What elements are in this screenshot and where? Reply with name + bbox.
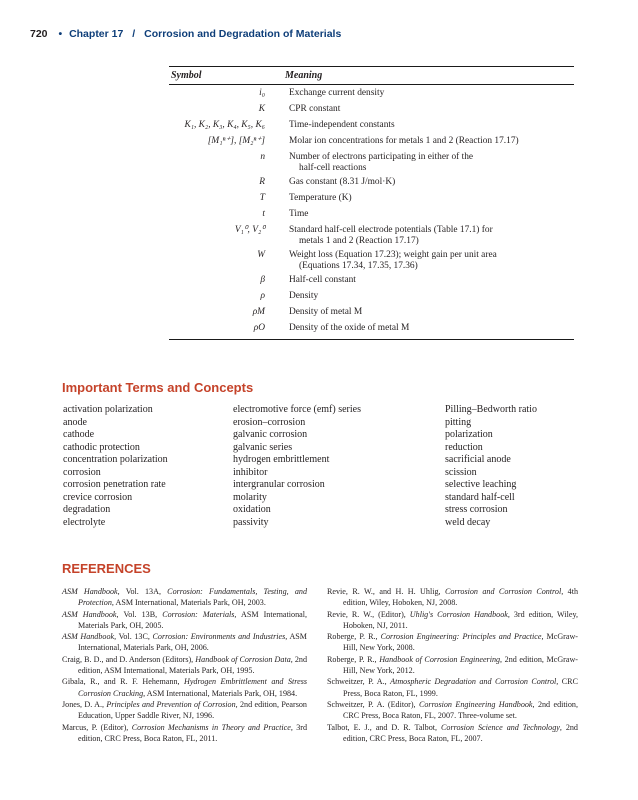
term-item: corrosion (63, 466, 101, 478)
term-item: scission (445, 466, 477, 478)
reference-entry (62, 609, 307, 632)
term-item: Pilling–Bedworth ratio (445, 404, 537, 415)
table-row (169, 174, 574, 190)
term-item: cathodic protection (63, 441, 140, 453)
references-list (62, 586, 578, 744)
symbol-cell: W (257, 250, 265, 260)
reference-entry (327, 654, 578, 677)
meaning-cell (289, 193, 574, 206)
terms-column (445, 404, 583, 529)
reference-text: , 3rd edition, CRC Press, Boca Raton, FL, 2011. (78, 722, 308, 743)
reference-title: Handbook of Corrosion Data (195, 654, 291, 664)
reference-text: Schweitzer, P. A., (327, 677, 391, 687)
reference-text: , ASM International, Materials Park, OH, 2006. (78, 632, 307, 653)
reference-entry (62, 699, 307, 722)
meaning-cell (289, 323, 574, 336)
reference-entry (62, 654, 307, 677)
meaning-line: Temperature (K) (289, 193, 352, 203)
term-item: concentration polarization (63, 454, 168, 465)
meaning-cell (289, 291, 574, 304)
symbol-cell: i₀ (259, 88, 265, 98)
term-item: erosion–corrosion (233, 416, 306, 428)
meaning-cell (289, 307, 574, 320)
meaning-column-header: Meaning (285, 70, 323, 81)
terms-heading: Important Terms and Concepts (62, 380, 254, 395)
term-item: activation polarization (63, 404, 153, 415)
term-item: crevice corrosion (63, 491, 133, 503)
term-item: polarization (445, 429, 493, 440)
reference-text: Roberge, P. R., (327, 632, 381, 642)
symbol-cell: β (260, 275, 265, 285)
reference-text: , 2nd edition, McGraw-Hill, New York, 2012. (343, 654, 578, 676)
table-row (169, 206, 574, 222)
reference-title: Corrosion Mechanisms in Theory and Practice (131, 722, 291, 732)
meaning-cell (289, 88, 574, 101)
meaning-cell (289, 120, 574, 133)
reference-entry (62, 586, 307, 609)
table-row (169, 133, 574, 149)
table-header-row (169, 67, 574, 85)
reference-text: , McGraw-Hill, New York, 2008. (343, 632, 578, 653)
reference-text: Gibala, R., and R. F. Hehemann, (62, 677, 184, 687)
table-row (169, 101, 574, 117)
reference-text: Schweitzer, P. A. (Editor), (327, 699, 419, 709)
reference-entry (327, 631, 578, 654)
reference-title: Uhlig's Corrosion Handbook (409, 609, 508, 619)
term-item: oxidation (233, 504, 271, 515)
symbol-cell: T (259, 193, 265, 203)
references-heading: REFERENCES (62, 561, 151, 576)
symbol-table (169, 66, 574, 340)
term-item: galvanic series (233, 441, 293, 453)
reference-text: Revie, R. W., (Editor), (327, 609, 410, 619)
table-bottom-rule (169, 339, 574, 340)
symbol-cell: K₁, K₂, K₃, K₄, K₅, K₆ (184, 120, 265, 130)
meaning-line: Exchange current density (289, 88, 385, 98)
terms-column (233, 404, 445, 529)
reference-entry (62, 631, 307, 654)
symbol-cell: K (258, 104, 265, 114)
meaning-line: Half-cell constant (289, 275, 356, 285)
symbol-cell: R (259, 177, 265, 187)
meaning-line: Number of electrons participating in either of the (289, 152, 474, 162)
meaning-line-continued: metals 1 and 2 (Reaction 17.17) (299, 236, 419, 246)
table-row (169, 149, 574, 174)
reference-text: , Vol. 13B, (116, 609, 163, 619)
symbol-cell: t (262, 209, 265, 219)
reference-text: Craig, B. D., and D. Anderson (Editors), (62, 654, 196, 664)
reference-title: ASM Handbook (62, 587, 118, 596)
chapter-title: Corrosion and Degradation of Materials (144, 28, 342, 40)
page-number: 720 (30, 28, 48, 40)
reference-title: Corrosion Science and Technology (441, 722, 560, 732)
reference-title: ASM Handbook (62, 632, 115, 642)
symbol-cell: ρM (252, 307, 265, 317)
terms-column (63, 404, 233, 529)
term-item: anode (63, 416, 87, 428)
reference-title: Atmospheric Degradation and Corrosion Control (390, 677, 557, 687)
terms-list (63, 404, 583, 529)
term-item: molarity (233, 491, 267, 503)
table-body (169, 85, 574, 336)
reference-text: , 4th edition, Wiley, Hoboken, NJ, 2008. (343, 587, 579, 608)
term-item: sacrificial anode (445, 454, 511, 465)
reference-title: ASM Handbook (62, 609, 117, 619)
reference-text: , Vol. 13C, (114, 632, 153, 642)
reference-text: Jones, D. A., (62, 699, 107, 709)
reference-text: Roberge, P. R., (327, 654, 380, 664)
reference-text: , ASM International, Materials Park, OH, 1984. (143, 688, 298, 698)
reference-entry (327, 609, 578, 632)
meaning-line: Time-independent constants (289, 120, 395, 130)
table-row (169, 320, 574, 336)
meaning-line: Standard half-cell electrode potentials (Table 17.1) for (289, 225, 493, 235)
reference-title: Corrosion: Environments and Industries (152, 632, 286, 642)
reference-text: Talbot, E. J., and D. R. Talbot, (327, 722, 442, 732)
reference-text: , 2nd edition, CRC Press, Boca Raton, FL, 2007. Three-volume set. (343, 699, 578, 721)
running-header (30, 28, 341, 42)
table-row (169, 272, 574, 288)
references-left-column (62, 586, 307, 744)
meaning-line: Molar ion concentrations for metals 1 and 2 (Reaction 17.17) (289, 136, 519, 146)
term-item: selective leaching (445, 479, 517, 490)
reference-entry (327, 586, 578, 609)
meaning-cell (289, 209, 574, 222)
table-row (169, 117, 574, 133)
meaning-cell (289, 225, 574, 247)
meaning-cell (289, 177, 574, 190)
term-item: pitting (445, 416, 472, 428)
meaning-line: Density of the oxide of metal M (289, 323, 410, 333)
reference-title: Hydrogen Embrittlement and Stress Corrosion Cracking (78, 677, 307, 698)
table-row (169, 247, 574, 272)
meaning-cell (289, 136, 574, 149)
table-row (169, 304, 574, 320)
reference-text: , 2nd edition, Pearson Education, Upper Saddle River, NJ, 1996. (78, 699, 307, 721)
term-item: passivity (233, 516, 269, 528)
reference-text: , 3rd edition, Wiley, Hoboken, NJ, 2011. (343, 609, 578, 630)
reference-entry (327, 722, 578, 745)
reference-title: Corrosion: Fundamentals, Testing, and Protection (78, 587, 307, 608)
term-item: hydrogen embrittlement (233, 454, 330, 465)
meaning-cell (289, 104, 574, 117)
reference-text: , 2nd edition, ASM International, Materials Park, OH, 1995. (78, 654, 307, 676)
term-item: galvanic corrosion (233, 429, 308, 440)
term-item: electromotive force (emf) series (233, 404, 361, 415)
reference-text: , ASM International, Materials Park, OH, 2003. (111, 598, 266, 608)
reference-text: , CRC Press, Boca Raton, FL, 1999. (343, 677, 578, 698)
table-row (169, 288, 574, 304)
reference-entry (327, 699, 578, 722)
meaning-line-continued: (Equations 17.34, 17.35, 17.36) (299, 261, 418, 271)
reference-title: Corrosion Engineering Handbook (418, 699, 533, 709)
term-item: reduction (445, 441, 483, 453)
meaning-cell (289, 250, 574, 272)
term-item: cathode (63, 429, 95, 440)
symbol-cell: V₁⁰, V₂⁰ (234, 225, 265, 235)
term-item: weld decay (445, 516, 491, 528)
table-row (169, 222, 574, 247)
meaning-line: Density of metal M (289, 307, 363, 317)
reference-entry (327, 676, 578, 699)
symbol-cell: ρO (253, 323, 265, 333)
meaning-line-continued: half-cell reactions (299, 163, 367, 173)
meaning-cell (289, 275, 574, 288)
term-item: degradation (63, 504, 111, 515)
reference-text: Revie, R. W., and H. H. Uhlig, (327, 587, 445, 596)
reference-text: , ASM International, Materials Park, OH, 2005. (78, 609, 307, 630)
table-row (169, 190, 574, 206)
reference-title: Handbook of Corrosion Engineering (379, 654, 501, 664)
symbol-column-header: Symbol (171, 70, 202, 81)
term-item: stress corrosion (445, 504, 508, 515)
meaning-line: Density (289, 291, 319, 301)
reference-title: Principles and Prevention of Corrosion (106, 699, 236, 709)
reference-title: Corrosion and Corrosion Control (444, 587, 562, 596)
meaning-line: CPR constant (289, 104, 341, 114)
reference-entry (62, 676, 307, 699)
header-separator: • (58, 28, 63, 40)
reference-title: Corrosion Engineering: Principles and Practice (380, 632, 542, 642)
term-item: inhibitor (233, 466, 268, 478)
term-item: standard half-cell (445, 491, 515, 503)
reference-text: , 2nd edition, CRC Press, Boca Raton, FL, 2007. (343, 722, 578, 743)
reference-entry (62, 722, 307, 745)
reference-title: Corrosion: Materials (162, 609, 235, 619)
symbol-cell: [M₁ⁿ⁺], [M₂ⁿ⁺] (207, 136, 265, 146)
reference-text: , Vol. 13A, (117, 587, 168, 596)
symbol-cell: n (260, 152, 265, 162)
term-item: electrolyte (63, 516, 106, 528)
reference-text: Marcus, P. (Editor), (62, 722, 132, 732)
term-item: corrosion penetration rate (63, 479, 166, 490)
header-slash: / (132, 28, 136, 40)
symbol-cell: ρ (260, 291, 265, 301)
chapter-label: Chapter 17 (69, 28, 124, 40)
references-right-column (327, 586, 578, 744)
term-item: intergranular corrosion (233, 479, 325, 490)
meaning-line: Time (289, 209, 309, 219)
table-row (169, 85, 574, 101)
meaning-cell (289, 152, 574, 174)
meaning-line: Gas constant (8.31 J/mol·K) (289, 177, 396, 187)
meaning-line: Weight loss (Equation 17.23); weight gain per unit area (289, 250, 497, 260)
